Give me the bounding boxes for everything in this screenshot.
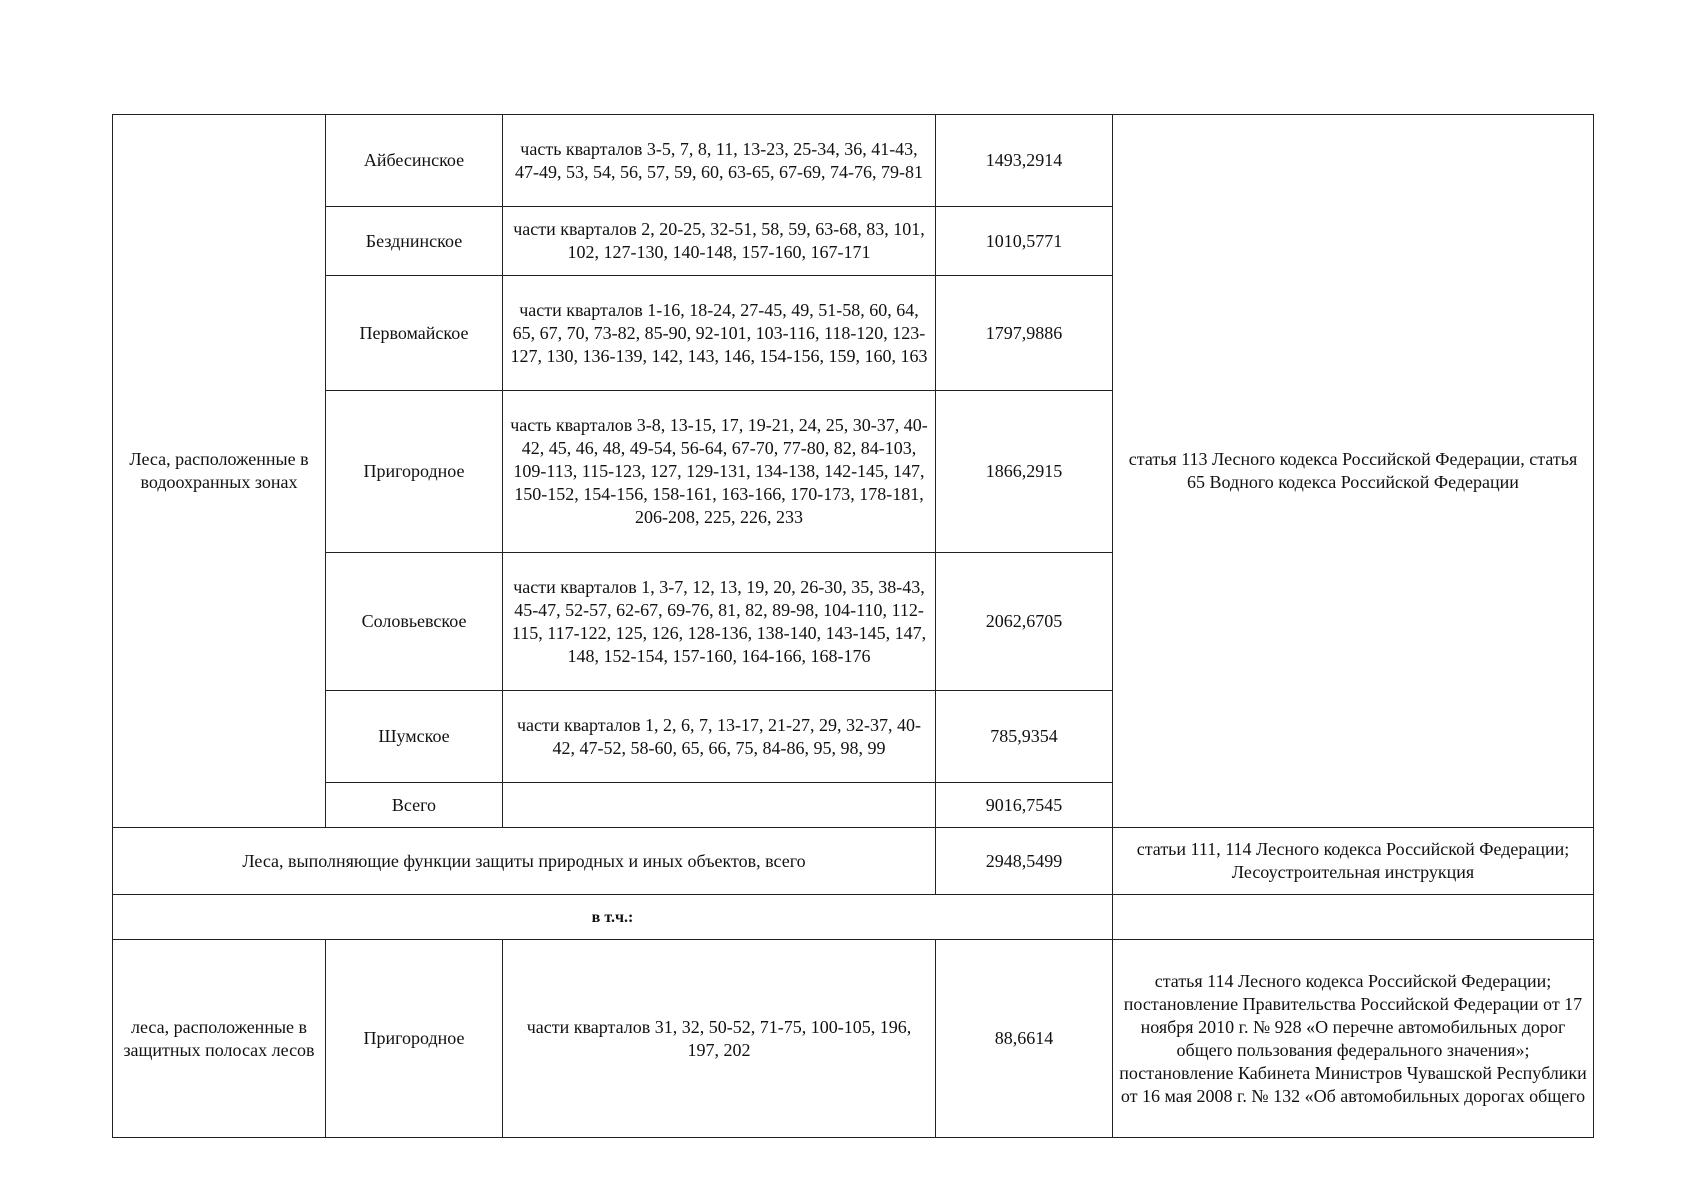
quarters-list: часть кварталов 3-5, 7, 8, 11, 13-23, 25-34, 36, 41-43, 47-49, 53, 54, 56, 57, 59, 60, 63-65, 67-69, 74-76, 79-81: [503, 115, 936, 207]
quarters-list: части кварталов 1, 2, 6, 7, 13-17, 21-27, 29, 32-37, 40-42, 47-52, 58-60, 65, 66, 75, 84-86, 95, 98, 99: [503, 691, 936, 783]
empty-cell: [503, 783, 936, 828]
total-area: 9016,7545: [936, 783, 1113, 828]
protection-forests-area: 2948,5499: [936, 828, 1113, 895]
forestry-name: Шумское: [326, 691, 503, 783]
quarters-list: части кварталов 1, 3-7, 12, 13, 19, 20, 26-30, 35, 38-43, 45-47, 52-57, 62-67, 69-76, 81, 82, 89-98, 104-110, 112-115, 117-122, 125, 126, 128-136, 138-140, 143-145, 147, 148, 152-154, 157-160, 164-166, 168-176: [503, 553, 936, 691]
table-row: [113, 115, 1594, 207]
area-value: 2062,6705: [936, 553, 1113, 691]
forestry-name: Соловьевское: [326, 553, 503, 691]
category-protective-strips: леса, расположенные в защитных полосах лесов: [113, 940, 326, 1138]
total-label: Всего: [326, 783, 503, 828]
forestry-name: Первомайское: [326, 276, 503, 391]
area-value: 1493,2914: [936, 115, 1113, 207]
table-row: [113, 828, 1594, 895]
legal-basis: статья 114 Лесного кодекса Российской Федерации; постановление Правительства Российской Федерации от 17 ноября 2010 г. № 928 «О перечне автомобильных дорог общего пользования федерального значения»; постановление Кабинета Министров Чувашской Республики от 16 мая 2008 г. № 132 «Об автомобильных дорогах общего: [1113, 940, 1594, 1138]
quarters-list: части кварталов 31, 32, 50-52, 71-75, 100-105, 196, 197, 202: [503, 940, 936, 1138]
forestry-name: Пригородное: [326, 391, 503, 553]
quarters-list: части кварталов 2, 20-25, 32-51, 58, 59, 63-68, 83, 101, 102, 127-130, 140-148, 157-160, 167-171: [503, 207, 936, 276]
forestry-name: Безднинское: [326, 207, 503, 276]
quarters-list: часть кварталов 3-8, 13-15, 17, 19-21, 24, 25, 30-37, 40-42, 45, 46, 48, 49-54, 56-64, 67-70, 77-80, 82, 84-103, 109-113, 115-123, 127, 129-131, 134-138, 142-145, 147, 150-152, 154-156, 158-161, 163-166, 170-173, 178-181, 206-208, 225, 226, 233: [503, 391, 936, 553]
quarters-list: части кварталов 1-16, 18-24, 27-45, 49, 51-58, 60, 64, 65, 67, 70, 73-82, 85-90, 92-101, 103-116, 118-120, 123-127, 130, 136-139, 142, 143, 146, 154-156, 159, 160, 163: [503, 276, 936, 391]
table-row: [113, 895, 1594, 940]
including-label: в т.ч.:: [113, 895, 1113, 940]
empty-cell: [1113, 895, 1594, 940]
category-water-protection: Леса, расположенные в водоохранных зонах: [113, 115, 326, 828]
legal-basis: статья 113 Лесного кодекса Российской Федерации, статья 65 Водного кодекса Российской Федерации: [1113, 115, 1594, 828]
forest-protection-table: [112, 114, 1594, 1138]
area-value: 1010,5771: [936, 207, 1113, 276]
protection-forests-label: Леса, выполняющие функции защиты природных и иных объектов, всего: [113, 828, 936, 895]
forestry-name: Пригородное: [326, 940, 503, 1138]
area-value: 88,6614: [936, 940, 1113, 1138]
area-value: 785,9354: [936, 691, 1113, 783]
area-value: 1797,9886: [936, 276, 1113, 391]
area-value: 1866,2915: [936, 391, 1113, 553]
protection-forests-legal-basis: статьи 111, 114 Лесного кодекса Российской Федерации; Лесоустроительная инструкция: [1113, 828, 1594, 895]
table-row: [113, 940, 1594, 1138]
forestry-name: Айбесинское: [326, 115, 503, 207]
